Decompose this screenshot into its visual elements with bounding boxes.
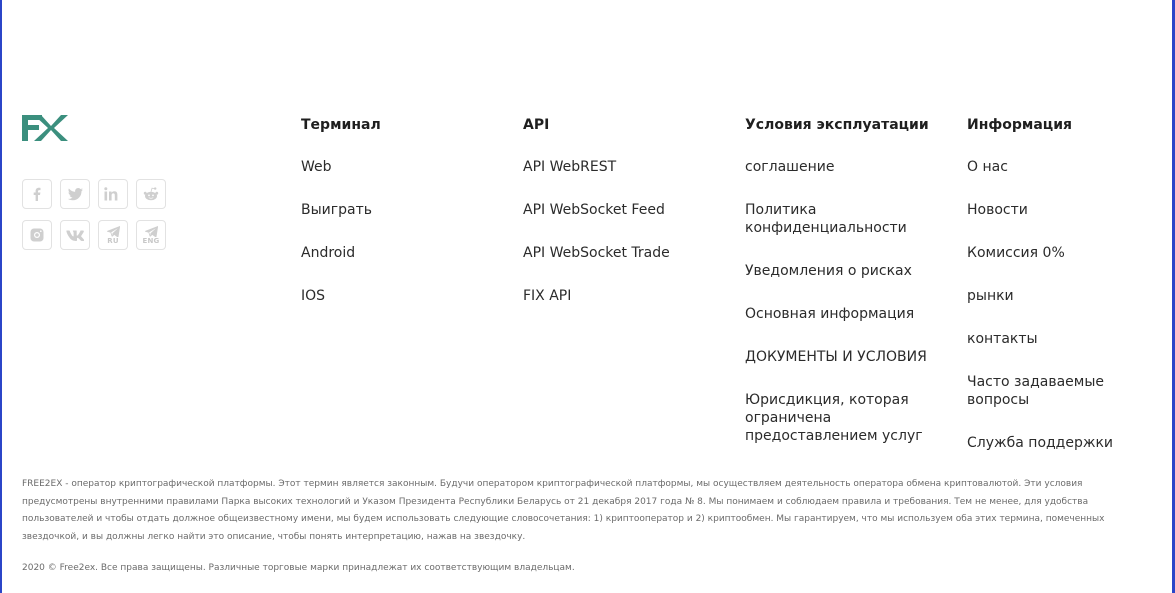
instagram-icon xyxy=(30,228,44,242)
link-support[interactable]: Служба поддержки xyxy=(967,435,1114,451)
telegram-eng-link[interactable] xyxy=(136,220,166,250)
twitter-link[interactable] xyxy=(60,179,90,209)
telegram-icon xyxy=(107,226,120,237)
link-about-us[interactable]: О нас xyxy=(967,159,1008,175)
window-edge-left xyxy=(0,0,2,593)
vk-link[interactable] xyxy=(60,220,90,250)
column-title-api: API xyxy=(523,117,550,133)
link-web[interactable]: Web xyxy=(301,159,332,175)
link-privacy-policy[interactable]: Политика конфиденциальности xyxy=(745,202,907,236)
footer-column-terms xyxy=(745,117,945,444)
footer-column-information xyxy=(967,117,1127,451)
link-api-webrest[interactable]: API WebREST xyxy=(523,159,617,175)
telegram-icon xyxy=(145,226,158,237)
link-api-websocket-trade[interactable]: API WebSocket Trade xyxy=(523,245,670,261)
footer-column-api xyxy=(523,117,670,304)
link-api-websocket-feed[interactable]: API WebSocket Feed xyxy=(523,202,665,218)
link-news[interactable]: Новости xyxy=(967,202,1028,218)
reddit-link[interactable] xyxy=(136,179,166,209)
link-android[interactable]: Android xyxy=(301,245,356,261)
link-win[interactable]: Выиграть xyxy=(301,202,372,218)
link-fix-api[interactable]: FIX API xyxy=(523,288,572,304)
link-agreement[interactable]: соглашение xyxy=(745,159,835,175)
copyright-text: 2020 © Free2ex. Все права защищены. Различные торговые марки принадлежат их соответствующим владельцам. xyxy=(22,563,575,573)
telegram-ru-link[interactable] xyxy=(98,220,128,250)
legal-disclaimer: FREE2EX - оператор криптографической платформы. Этот термин является законным. Будучи оператором криптографической платформы, мы осуществляем деятельность оператора обмена криптовалютой. Эти условия предусмотрены внутренними правилами Парка высоких технологий и Указом Президента Республики Беларусь от 21 декабря 2017 года № 8. Мы понимаем и соблюдаем правила и требования. Тем не менее, для удобства пользователей и чтобы отдать должное общеизвестному имени, мы будем использовать следующие словосочетания: 1) криптооператор и 2) криптообмен. Мы гарантируем, что мы используем оба этих термина, помеченных звездочкой, и вы должны легко найти это описание, чтобы понять интерпретацию, нажав на звездочку. xyxy=(22,479,1105,542)
column-title-terms: Условия эксплуатации xyxy=(745,117,929,133)
link-restricted-jurisdictions[interactable]: Юрисдикция, которая ограничена предоставлением услуг xyxy=(745,392,923,444)
facebook-link[interactable] xyxy=(22,179,52,209)
language-badge-ru: RU xyxy=(107,236,119,245)
link-documents-terms[interactable]: ДОКУМЕНТЫ И УСЛОВИЯ xyxy=(745,349,927,365)
link-risk-notice[interactable]: Уведомления о рисках xyxy=(745,263,912,279)
column-title-information: Информация xyxy=(967,117,1072,133)
column-title-terminal: Терминал xyxy=(301,117,381,133)
language-badge-eng: ENG xyxy=(142,236,160,245)
twitter-icon xyxy=(68,188,83,201)
link-contacts[interactable]: контакты xyxy=(967,331,1038,347)
link-basic-info[interactable]: Основная информация xyxy=(745,306,915,322)
footer-column-terminal xyxy=(301,117,381,304)
link-faq[interactable]: Часто задаваемые вопросы xyxy=(967,374,1104,408)
link-markets[interactable]: рынки xyxy=(967,288,1014,304)
linkedin-link[interactable] xyxy=(98,179,128,209)
facebook-icon xyxy=(30,187,44,201)
instagram-link[interactable] xyxy=(22,220,52,250)
link-commission[interactable]: Комиссия 0% xyxy=(967,245,1065,261)
linkedin-icon xyxy=(104,187,122,201)
fx-logo[interactable] xyxy=(22,115,68,141)
link-ios[interactable]: IOS xyxy=(301,288,326,304)
vk-icon xyxy=(66,230,84,241)
reddit-icon xyxy=(143,187,159,201)
